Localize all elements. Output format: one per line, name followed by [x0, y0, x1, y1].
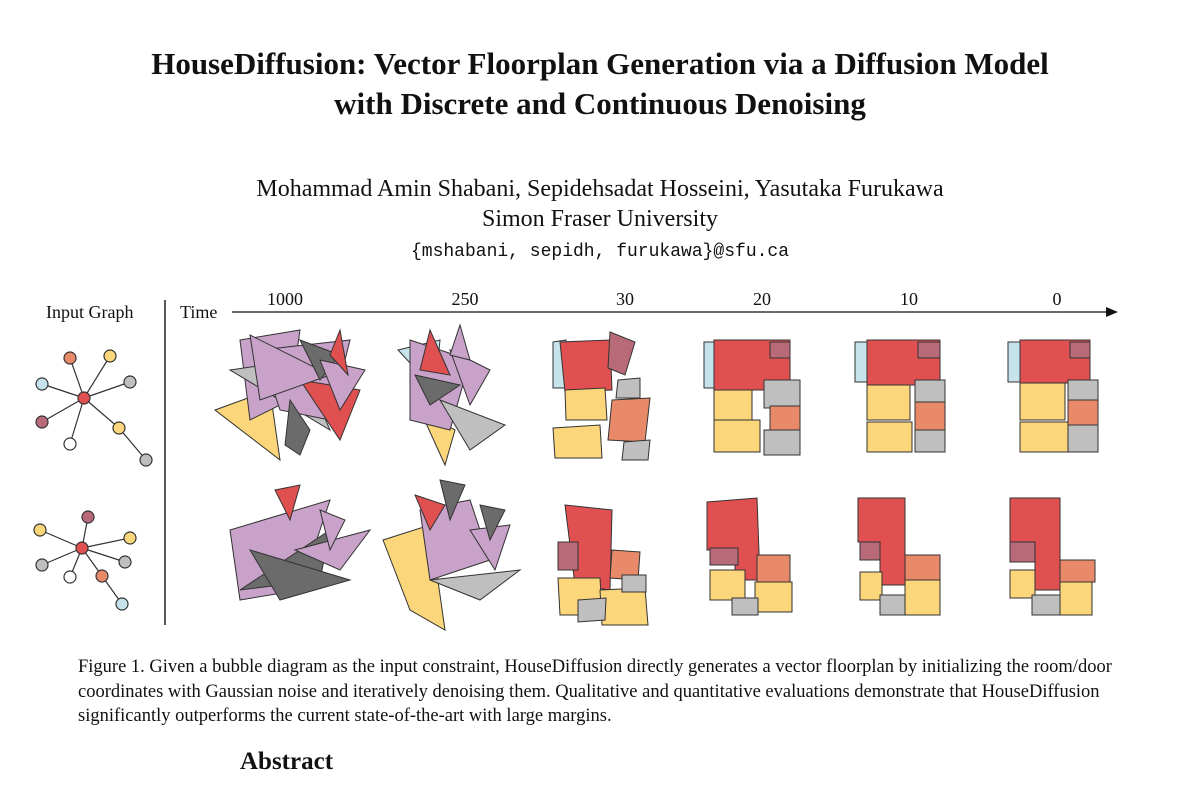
floorplan-row1-t1000	[215, 330, 365, 460]
figure-caption: Figure 1. Given a bubble diagram as the input constraint, HouseDiffusion directly generates a vector floorplan by initializing the room/door coordinates with Gaussian noise and iteratively denoising them. Qualitative and quantitative evaluations demonstrate that HouseDiffusion significantly outperforms the current state-of-the-art with large margins.	[78, 657, 1112, 726]
floorplan-row1-t30	[553, 332, 650, 460]
author-block	[0, 174, 1200, 234]
time-axis-arrowhead	[1106, 307, 1118, 317]
floorplan-row2-t0	[1010, 498, 1095, 615]
title-line-1: HouseDiffusion: Vector Floorplan Generation via a Diffusion Model	[151, 46, 1049, 81]
floorplan-row2-t10	[858, 498, 940, 615]
timestep-10: 10	[900, 289, 918, 309]
abstract-heading: Abstract	[240, 748, 334, 775]
floorplan-row2-t1000	[230, 485, 370, 600]
bubble-graph-1	[36, 350, 152, 466]
bubble-graph-2	[34, 511, 136, 610]
timestep-30: 30	[616, 289, 634, 309]
affiliation: Simon Fraser University	[482, 206, 718, 232]
floorplan-row1-t250	[398, 325, 505, 465]
floorplan-row1-t0	[1008, 340, 1098, 452]
timestep-250: 250	[451, 289, 479, 309]
floorplan-row1-t20	[704, 340, 800, 455]
timestep-0: 0	[1052, 289, 1062, 309]
paper-title	[0, 44, 1200, 124]
floorplan-row2-t30	[558, 505, 648, 625]
timestep-1000: 1000	[267, 289, 303, 309]
title-line-2: with Discrete and Continuous Denoising	[334, 86, 866, 121]
author-email: {mshabani, sepidh, furukawa}@sfu.ca	[410, 242, 790, 262]
floorplan-row2-t250	[383, 480, 520, 630]
input-graph-label: Input Graph	[46, 302, 134, 322]
time-label: Time	[180, 302, 218, 322]
floorplan-row1-t10	[855, 340, 945, 452]
floorplan-row2-t20	[707, 498, 792, 615]
figure-1	[0, 280, 1200, 640]
author-names: Mohammad Amin Shabani, Sepidehsadat Hosseini, Yasutaka Furukawa	[256, 176, 944, 202]
timestep-20: 20	[753, 289, 771, 309]
